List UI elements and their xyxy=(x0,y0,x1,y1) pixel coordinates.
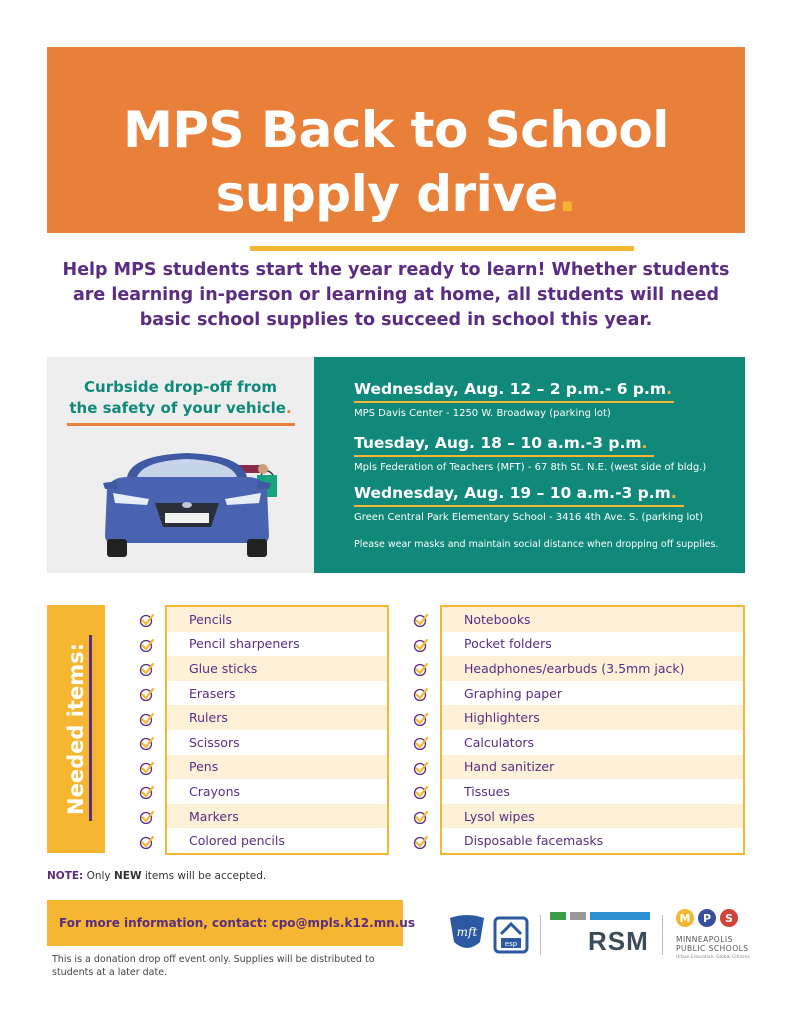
supply-item: Pens xyxy=(167,755,387,780)
checkmark-icon xyxy=(410,805,432,830)
supply-item: Pencil sharpeners xyxy=(189,636,300,652)
supply-item: Erasers xyxy=(189,685,236,701)
checkmark-icon xyxy=(136,780,158,805)
supply-item: Calculators xyxy=(464,734,534,750)
needed-items-label xyxy=(47,605,105,853)
supply-item: Tissues xyxy=(464,783,510,799)
car-illustration xyxy=(97,447,277,559)
date-underline xyxy=(354,401,674,403)
supply-list-2 xyxy=(440,605,745,855)
supply-item: Crayons xyxy=(189,783,241,799)
supply-item: Notebooks xyxy=(442,607,743,632)
checkmarks-column-2 xyxy=(410,608,432,854)
mask-note: Please wear masks and maintain social distance when dropping off supplies. xyxy=(354,539,719,550)
title-banner xyxy=(47,47,745,233)
title-underline xyxy=(250,246,634,251)
supply-item: Hand sanitizer xyxy=(442,755,743,780)
contact-info[interactable]: For more information, contact: cpo@mpls.k12.mn.us xyxy=(47,900,403,946)
caption-underline xyxy=(67,423,295,426)
checkmark-icon xyxy=(410,731,432,756)
event-location: Mpls Federation of Teachers (MFT) - 67 8th St. N.E. (west side of bldg.) xyxy=(354,462,707,473)
checkmark-icon xyxy=(136,829,158,854)
supply-item: Glue sticks xyxy=(167,656,387,681)
supply-item: Pencils xyxy=(167,607,387,632)
needed-items-heading: Needed items: xyxy=(64,643,88,815)
event-date: Wednesday, Aug. 12 – 2 p.m.- 6 p.m. xyxy=(354,380,672,398)
event-1 xyxy=(354,379,674,421)
logo-divider xyxy=(662,915,663,955)
checkmark-icon xyxy=(136,633,158,658)
event-schedule-panel xyxy=(314,357,745,573)
checkmark-icon xyxy=(136,657,158,682)
supply-item: Rulers xyxy=(167,705,387,730)
logo-divider xyxy=(540,915,541,955)
event-location: Green Central Park Elementary School - 3416 4th Ave. S. (parking lot) xyxy=(354,512,704,523)
supply-item: Headphones/earbuds (3.5mm jack) xyxy=(442,656,743,681)
date-underline xyxy=(354,455,654,457)
title-line-1: MPS Back to School xyxy=(123,101,669,159)
curbside-caption: Curbside drop-off from the safety of your vehicle. xyxy=(69,378,292,417)
supply-list-1 xyxy=(165,605,389,855)
title-line-2: supply drive. xyxy=(215,165,577,223)
checkmark-icon xyxy=(136,682,158,707)
checkmark-icon xyxy=(136,731,158,756)
checkmark-icon xyxy=(410,608,432,633)
checkmark-icon xyxy=(410,756,432,781)
supply-item: Scissors xyxy=(189,734,240,750)
checkmark-icon xyxy=(410,657,432,682)
rsm-logo: RSM xyxy=(550,912,655,958)
supply-item: Pocket folders xyxy=(464,636,552,652)
checkmark-icon xyxy=(410,829,432,854)
checkmark-icon xyxy=(410,706,432,731)
checkmarks-column-1 xyxy=(136,608,158,854)
mft-logo xyxy=(446,912,488,956)
checkmark-icon xyxy=(136,756,158,781)
label-accent-bar xyxy=(89,635,92,821)
svg-text:mft: mft xyxy=(456,925,478,939)
event-date: Tuesday, Aug. 18 – 10 a.m.-3 p.m. xyxy=(354,434,648,452)
event-location: MPS Davis Center - 1250 W. Broadway (parking lot) xyxy=(354,408,611,419)
disclaimer-text: This is a donation drop off event only. Supplies will be distributed to students at a later date. xyxy=(52,954,375,978)
supply-item: Disposable facemasks xyxy=(464,833,604,849)
checkmark-icon xyxy=(410,633,432,658)
checkmark-icon xyxy=(136,805,158,830)
mps-logo: M P S MINNEAPOLIS PUBLIC SCHOOLS Urban Education. Global Citizens. xyxy=(672,905,752,965)
supply-item: Lysol wipes xyxy=(442,804,743,829)
date-underline xyxy=(354,505,684,507)
svg-text:esp: esp xyxy=(504,940,518,948)
intro-text: Help MPS students start the year ready to learn! Whether students are learning in-person or learning at home, all students will need basic school supplies to succeed in school this year. xyxy=(62,260,730,330)
curbside-panel xyxy=(47,357,314,573)
event-2 xyxy=(354,433,706,475)
supply-item: Colored pencils xyxy=(189,833,285,849)
checkmark-icon xyxy=(410,780,432,805)
event-3 xyxy=(354,483,703,525)
supply-item: Graphing paper xyxy=(464,685,563,701)
new-items-note: NOTE: Only NEW items will be accepted. xyxy=(47,870,267,882)
event-date: Wednesday, Aug. 19 – 10 a.m.-3 p.m. xyxy=(354,484,677,502)
supply-item: Highlighters xyxy=(442,705,743,730)
checkmark-icon xyxy=(136,608,158,633)
esp-logo xyxy=(493,912,529,956)
checkmark-icon xyxy=(410,682,432,707)
checkmark-icon xyxy=(136,706,158,731)
supply-item: Markers xyxy=(167,804,387,829)
